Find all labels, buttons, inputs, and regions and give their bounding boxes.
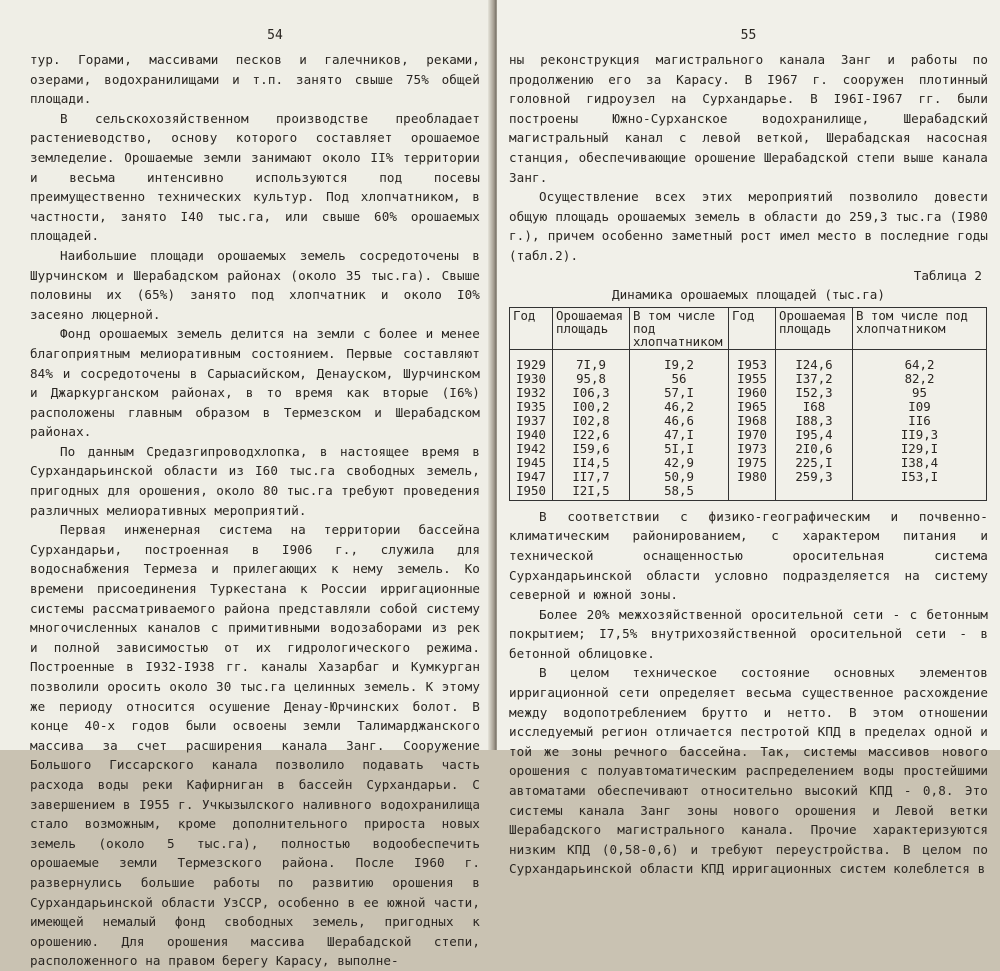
table-cell: 57,I [630,386,729,400]
table-cell: 42,9 [630,456,729,470]
paragraph: Осуществление всех этих мероприятий позволило довести общую площадь орошаемых земель в области до 259,3 тыс.га (I980 г.), причем особенно заметный рост имел место в последние годы (табл.2). [509,189,988,263]
table-cell: 58,5 [630,484,729,501]
paragraph: ны реконструкция магистрального канала Занг и работы по продолжению его за Карасу. В I967 г. сооружен плотинный головной гидроузел на Сурхандарье. В I96I-I967 гг. были построены Южно-Сурханское водохранилище, Шерабадский магистральный канал с левой веткой, Шерабадская насосная станция, обеспечивающие орошение Шерабадской степи выше канала Занг. [509,52,988,185]
irrigation-table [509,307,987,501]
table-row [510,428,987,442]
table-cell: 95 [853,386,987,400]
table-cell: I09 [853,400,987,414]
table-cell: I37,2 [776,372,853,386]
table-cell: I960 [729,386,776,400]
table-cell: I947 [510,470,553,484]
table-row [510,484,987,501]
page-number: 55 [740,28,757,43]
table-cell: I29,I [853,442,987,456]
table-cell: II4,5 [553,456,630,470]
left-page [0,0,494,969]
paragraph: Наибольшие площади орошаемых земель сосредоточены в Шурчинском и Шерабадском районах (около 35 тыс.га). Свыше половины их (65%) занято под хлопчатник и около I0% засеяно люцерной. [30,247,480,322]
table-cell: I965 [729,400,776,414]
column-header: Год [510,307,553,349]
table-cell: I937 [510,414,553,428]
table-row [510,349,987,372]
right-page [497,0,1000,877]
table-cell: II6 [853,414,987,428]
table-cell: 259,3 [776,470,853,484]
column-header: Орошаемая площадь [776,307,853,349]
column-header: В том числе под хлопчатником [853,307,987,349]
table-header-row [510,307,987,349]
table-row [510,414,987,428]
page-number: 54 [267,28,283,43]
table-cell: I88,3 [776,414,853,428]
paragraph: В сельскохозяйственном производстве преобладает растениеводство, основу которого составляет орошаемое земледелие. Орошаемые земли занимают около II% территории и весьма интенсивно используются под посевы преимущественно технических культур. Под хлопчатником, в частности, занято I40 тыс.га, или свыше 60% орошаемых площадей. [30,110,480,244]
column-header: Орошаемая площадь [553,307,630,349]
paragraph: Фонд орошаемых земель делится на земли с более и менее благоприятным мелиоративным состоянием. Первые составляют 84% и сосредоточены в Сарыасийском, Денауском, Шурчинском и Джаркурганском районах, в то время как вторые (I6%) расположены главным образом в Термезском и Шерабадском районах. [30,326,480,440]
table-cell: I9,2 [630,349,729,372]
table-cell: I935 [510,400,553,414]
table-cell: 46,6 [630,414,729,428]
table-cell: 50,9 [630,470,729,484]
table-cell: 64,2 [853,349,987,372]
table-cell: 46,2 [630,400,729,414]
table-cell: I00,2 [553,400,630,414]
paragraph: В целом техническое состояние основных элементов ирригационной сети определяет весьма существенное расхождение между водопотреблением брутто и нетто. В этом отношении исследуемый регион отличается пестротой КПД в пределах одной и той же зоны речного бассейна. Так, системы массивов нового орошения с полуавтоматическим распределением воды простейшими автоматами обеспечивают относительно высокий КПД - 0,8. Это системы канала Занг зоны нового орошения и Левой ветки Шерабадского магистрального канала. Прочие характеризуются низким КПД (0,58-0,6) и требуют переустройства. В целом по Сурхандарьинской области КПД ирригационных систем колеблется в [509,665,988,877]
table-cell: 56 [630,372,729,386]
table-cell [853,484,987,501]
table-cell: 95,8 [553,372,630,386]
table-cell: II9,3 [853,428,987,442]
table-cell: I953 [729,349,776,372]
table-cell: 2I0,6 [776,442,853,456]
table-cell: I930 [510,372,553,386]
table-cell: I95,4 [776,428,853,442]
table-caption: Таблица 2 [913,267,982,283]
table-cell: I940 [510,428,553,442]
table-row [510,470,987,484]
table-cell: 82,2 [853,372,987,386]
paragraph: тур. Горами, массивами песков и галечников, реками, озерами, водохранилищами и т.п. занято свыше 75% общей площади. [30,52,480,107]
table-cell: I68 [776,400,853,414]
table-cell: I02,8 [553,414,630,428]
table-cell: I932 [510,386,553,400]
table-cell: I22,6 [553,428,630,442]
column-header: В том числе под хлопчатником [630,307,729,349]
table-row [510,442,987,456]
paragraph: Первая инженерная система на территории бассейна Сурхандарьи, построенная в I906 г., служила для водоснабжения Термеза и прилегающих к нему земель. Ко времени присоединения Туркестана к России ирригационные системы рассматриваемого района представляли собой систему многочисленных каналов с примитивными водозаборами из рек и полной зависимостью от их гидрологического режима. Построенные в I932-I938 гг. каналы Хазарбаг и Кумкурган позволили оросить около 30 тыс.га целинных земель. К этому же периоду относится осушение Денау-Юрчинских болот. В конце 40-х годов были освоены земли Талимарджанского массива за счет расширения канала Занг. Сооружение Большого Гиссарского канала позволило подавать часть расхода воды реки Кафирниган в бассейн Сурхандарьи. С завершением в I955 г. Учкызылского наливного водохранилища стало возможным, кроме дополнительного прироста новых земель (около 5 тыс.га), полностью водообеспечить орошаемые земли Термезского района. После I960 г. развернулись большие работы по развитию орошения в Сурхандарьинской области УзССР, особенно в ее южной части, имеющей немалый фонд свободных земель, пригодных к орошению. Для орошения массива Шерабадской степи, расположенного на правом берегу Карасу, выполне- [30,522,480,969]
table-row [510,456,987,470]
table-cell: I24,6 [776,349,853,372]
table-cell: I942 [510,442,553,456]
table-row [510,372,987,386]
paragraph: Более 20% межхозяйственной оросительной сети - с бетонным покрытием; I7,5% внутрихозяйственной оросительной сети - в бетонной облицовке. [509,606,988,661]
table-cell: II7,7 [553,470,630,484]
table-cell: I980 [729,470,776,484]
table-cell: I970 [729,428,776,442]
table-cell: 47,I [630,428,729,442]
table-cell: I975 [729,456,776,470]
table-cell: I52,3 [776,386,853,400]
table-cell: I2I,5 [553,484,630,501]
table-cell: I950 [510,484,553,501]
table-cell [776,484,853,501]
table-cell: 5I,I [630,442,729,456]
paragraph: В соответствии с физико-географическим и почвенно-климатическим районированием, с характером питания и технической оснащенностью оросительная система Сурхандарьинской области условно подразделяется на систему северной и южной зоны. [509,508,988,603]
table-row [510,400,987,414]
table-cell [729,484,776,501]
paragraph: По данным Средазгипроводхлопка, в настоящее время в Сурхандарьинской области из I60 тыс.га свободных земель, пригодных для орошения, около 80 тыс.га требуют проведения различных мелиоративных мероприятий. [30,443,480,518]
column-header: Год [729,307,776,349]
table-cell: I38,4 [853,456,987,470]
table-cell: I955 [729,372,776,386]
table-cell: I945 [510,456,553,470]
table-title: Динамика орошаемых площадей (тыс.га) [612,287,885,303]
table-cell: I973 [729,442,776,456]
table-cell: I53,I [853,470,987,484]
table-cell: 225,I [776,456,853,470]
table-cell: I06,3 [553,386,630,400]
table-row [510,386,987,400]
table-cell: I968 [729,414,776,428]
table-cell: 7I,9 [553,349,630,372]
table-cell: I59,6 [553,442,630,456]
table-cell: I929 [510,349,553,372]
